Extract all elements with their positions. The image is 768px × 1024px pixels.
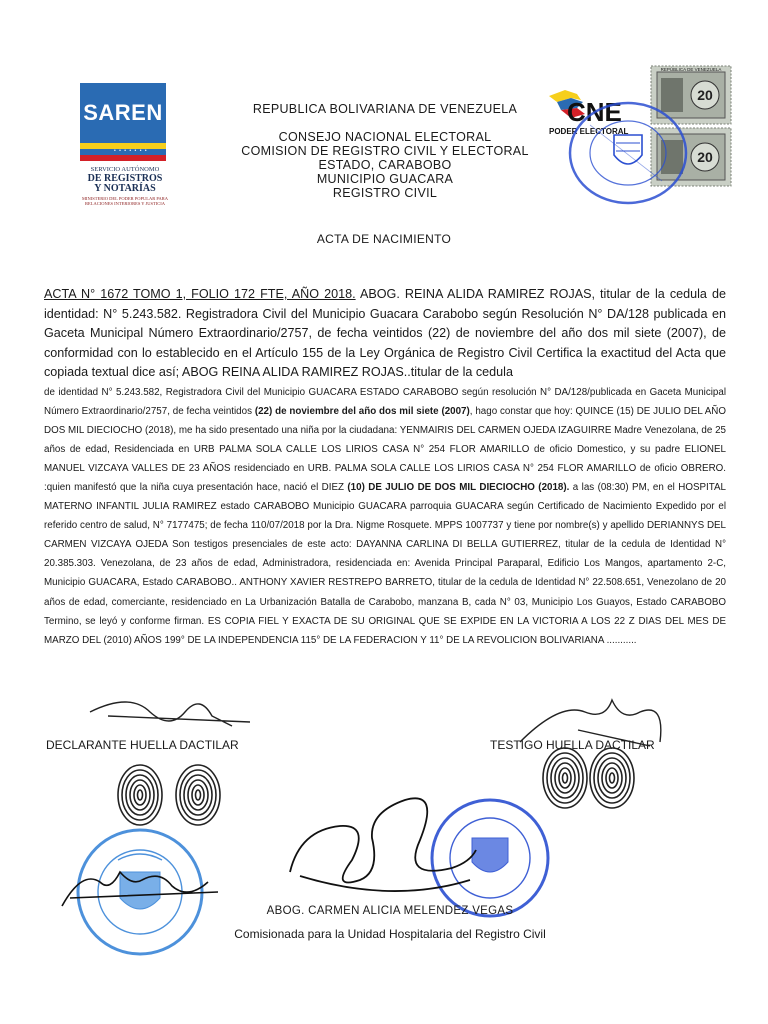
witness-fingerprint-2 [590, 748, 634, 808]
record-text-2: , hago constar que hoy: QUINCE (15) DE JULIO DEL AÑO DOS MIL DIECIOCHO (2018), me ha sido presentado una niña por la ciudadana: YENMAIRIS DEL CARMEN OJEDA IZAGUIRRE Madre Venezolana, de 25 años de edad, Residenciada en URB PALMA SOLA CALLE LOS LIRIOS CASA N° 254 FLOR AMARILLO de oficio Domestico, y su padre ELIONEL MANUEL VIZCAYA VALLES DE 23 AÑOS residenciado en URB. PALMA SOLA CALLE LOS LIRIOS CASA N° 254 FLOR AMARILLO de oficio OBRERO. :quien manifestó que la niña cuya presentación hace, nació el DIEZ [44, 405, 727, 493]
witness-fingerprint-1 [543, 748, 587, 808]
cne-logo-subtitle: PODER ELECTORAL [549, 127, 629, 136]
header-registry: REGISTRO CIVIL [332, 186, 438, 200]
record-date-bold: (22) de noviembre del año dos mil siete (2007) [254, 405, 470, 417]
record-text-3: a las (08:30) PM, en el HOSPITAL MATERNO INFANTIL JULIA RAMIREZ estado CARABOBO Municipio GUACARA parroquia GUACARA según Certificado de Nacimiento Expedido por el referido centro de salud, N° 7177475; de fecha 110/07/2018 por la Dra. Nigme Rosquete. MPPS 1007737 y tiene por nombre(s) y apellido DERIANNYS DEL CARMEN VIZCAYA OJEDA Son testigos presenciales de este acto: DAYANNA CARLINA DI BELLA GUTIERREZ, titular de la cedula de Identidad N° 20.385.303. Venezolana, de 23 años de edad, Administradora, residenciada en: Avenida Principal Paraparal, Edificio Los Mangos, apartamento 2-C, Municipio GUACARA, Estado CARABOBO.. ANTHONY XAVIER RESTREPO BARRETO, titular de la cedula de Identidad N° 22.508.651, Venezolano de 20 años de edad, comerciante, residenciado en La Urbanización Batalla de Carabobo, manzana B, cada N° 03, Municipio Los Guayos, Estado CARABOBO Termino, se leyó y conforme firman. ES COPIA FIEL Y EXACTA DE SU ORIGINAL QUE SE EXPIDE EN LA VICTORIA A LOS 22 Z DIAS DEL MES DE MARZO DEL (2010) AÑOS 199° DE LA INDEPENDENCIA 115° DE LA FEDERACION Y 11° DE LA REVOLICION BOLIVARIANA ........... [44, 481, 726, 646]
acta-reference: ACTA N° 1672 TOMO 1, FOLIO 172 FTE, AÑO 2018. [44, 287, 356, 301]
flag-stripe-blue: • • • • • • • [80, 149, 166, 155]
official-title: Comisionada para la Unidad Hospitalaria del Registro Civil [234, 927, 546, 941]
record-text-1: de identidad N° 5.243.582, Registradora Civil del Municipio GUACARA ESTADO CARABOBO según resolución N° DA/128/publicada en Gaceta Municipal Número Extraordinario/2757, de fecha veintidos [44, 386, 726, 417]
header-cne: CONSEJO NACIONAL ELECTORAL [278, 130, 492, 144]
saren-logo-box: SAREN [80, 83, 166, 143]
header-commission: COMISION DE REGISTRO CIVIL Y ELECTORAL [241, 144, 529, 158]
fiscal-stamp-top-country: REPÚBLICA DE VENEZUELA [660, 67, 722, 72]
saren-caption-1: SERVICIO AUTÓNOMO [90, 166, 160, 173]
declarant-signature [90, 702, 250, 726]
header-state: ESTADO, CARABOBO [318, 158, 452, 172]
saren-caption-2: DE REGISTROS [87, 172, 163, 184]
birth-date-bold: (10) DE JULIO DE DOS MIL DIECIOCHO (2018). [347, 481, 570, 493]
declarant-fingerprint-2 [176, 765, 220, 825]
witness-signature [520, 700, 661, 746]
fiscal-stamp-bottom-value: 20 [697, 149, 713, 165]
cne-logo-text: CNE [567, 97, 622, 127]
registry-seal-bottom [432, 800, 548, 916]
document-title: ACTA DE NACIMIENTO [316, 232, 452, 246]
fiscal-stamp-top-value: 20 [697, 87, 713, 103]
header-republic: REPUBLICA BOLIVARIANA DE VENEZUELA [252, 102, 518, 116]
saren-caption-3: Y NOTARÍAS [94, 183, 156, 195]
saren-caption-4: MINISTERIO DEL PODER POPULAR PARA RELACIONES INTERIORES Y JUSTICIA [82, 195, 168, 206]
official-name: ABOG. CARMEN ALICIA MELENDEZ VEGAS [266, 905, 514, 917]
declarant-fingerprint-1 [118, 765, 162, 825]
header-municipality: MUNICIPIO GUACARA [316, 172, 454, 186]
main-official-signature [290, 798, 476, 891]
declarant-label: DECLARANTE HUELLA DACTILAR [46, 738, 239, 752]
witness-label: TESTIGO HUELLA DACTILAR [490, 738, 655, 752]
certification-text: ABOG. REINA ALIDA RAMIREZ ROJAS, titular de la cedula de identidad: N° 5.243.582. Registradora Civil del Municipio Guacara Carabobo según Resolución N° DA/128 publicada en Gaceta Municipal Número Extraordinario/2757, de fecha veintidos (22) de noviembre del año dos mil siete (2007), de conformidad con lo establecido en el Artículo 155 de la Ley Orgánica de Registro Civil Certifica la exactitud del Acta que copiada textual dice así; ABOG REINA ALIDA RAMIREZ ROJAS..titular de la cedula [44, 287, 726, 379]
